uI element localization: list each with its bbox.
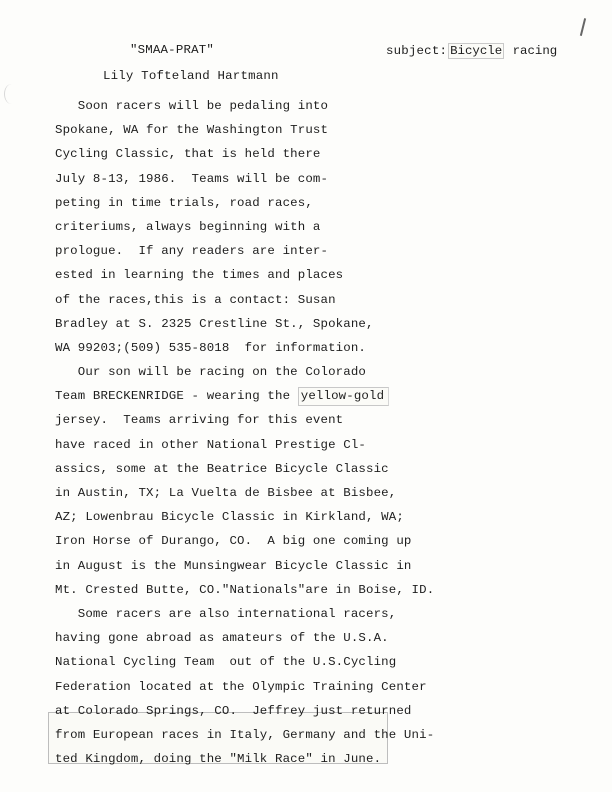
body-line-jersey	[55, 384, 435, 408]
body-line: AZ; Lowenbrau Bicycle Classic in Kirkland, WA;	[55, 510, 404, 525]
document-title: "SMAA-PRAT"	[130, 43, 214, 57]
body-line: having gone abroad as amateurs of the U.S.A.	[55, 631, 389, 646]
pasted-jersey-color: yellow-gold	[298, 387, 389, 406]
margin-pen-mark	[580, 18, 586, 36]
author-byline: Lily Tofteland Hartmann	[103, 69, 279, 83]
body-line: of the races,this is a contact: Susan	[55, 292, 336, 307]
body-line: Federation located at the Olympic Training Center	[55, 679, 427, 694]
body-line: Some racers are also international racers,	[55, 606, 397, 621]
body-line: at Colorado Springs, CO. Jeffrey just returned	[55, 703, 412, 718]
body-line: WA 99203;(509) 535-8018 for information.	[55, 340, 367, 355]
body-line: Iron Horse of Durango, CO. A big one coming up	[55, 534, 412, 549]
body-line: National Cycling Team out of the U.S.Cycling	[55, 655, 397, 670]
body-line: peting in time trials, road races,	[55, 195, 313, 210]
body-line: jersey. Teams arriving for this event	[55, 413, 344, 428]
body-line: from European races in Italy, Germany and the Uni-	[55, 727, 435, 742]
subject-pasted-word: Bicycle	[450, 44, 503, 58]
body-line: in August is the Munsingwear Bicycle Classic in	[55, 558, 412, 573]
subject-label: subject:	[386, 44, 448, 58]
body-line: Spokane, WA for the Washington Trust	[55, 123, 329, 138]
body-line: ted Kingdom, doing the "Milk Race" in June.	[55, 752, 382, 767]
body-line: prologue. If any readers are inter-	[55, 244, 329, 259]
body-line: Bradley at S. 2325 Crestline St., Spokane,	[55, 316, 374, 331]
body-line: July 8-13, 1986. Teams will be com-	[55, 171, 329, 186]
body-line: have raced in other National Prestige Cl-	[55, 437, 367, 452]
article-body	[55, 94, 435, 771]
body-line: Soon racers will be pedaling into	[55, 99, 329, 113]
body-line: Mt. Crested Butte, CO."Nationals"are in Boise, ID.	[55, 582, 435, 597]
scan-smudge	[4, 84, 19, 104]
body-line: Cycling Classic, that is held there	[55, 147, 321, 162]
body-line: in Austin, TX; La Vuelta de Bisbee at Bisbee,	[55, 486, 397, 500]
body-line: criteriums, always beginning with a	[55, 219, 321, 234]
body-line: ested in learning the times and places	[55, 268, 344, 283]
body-line: assics, some at the Beatrice Bicycle Classic	[55, 461, 389, 476]
subject-rest: racing	[505, 44, 558, 58]
subject-line	[386, 43, 557, 59]
jersey-line-text: Team BRECKENRIDGE - wearing the	[55, 389, 298, 404]
body-line: Our son will be racing on the Colorado	[55, 365, 367, 380]
